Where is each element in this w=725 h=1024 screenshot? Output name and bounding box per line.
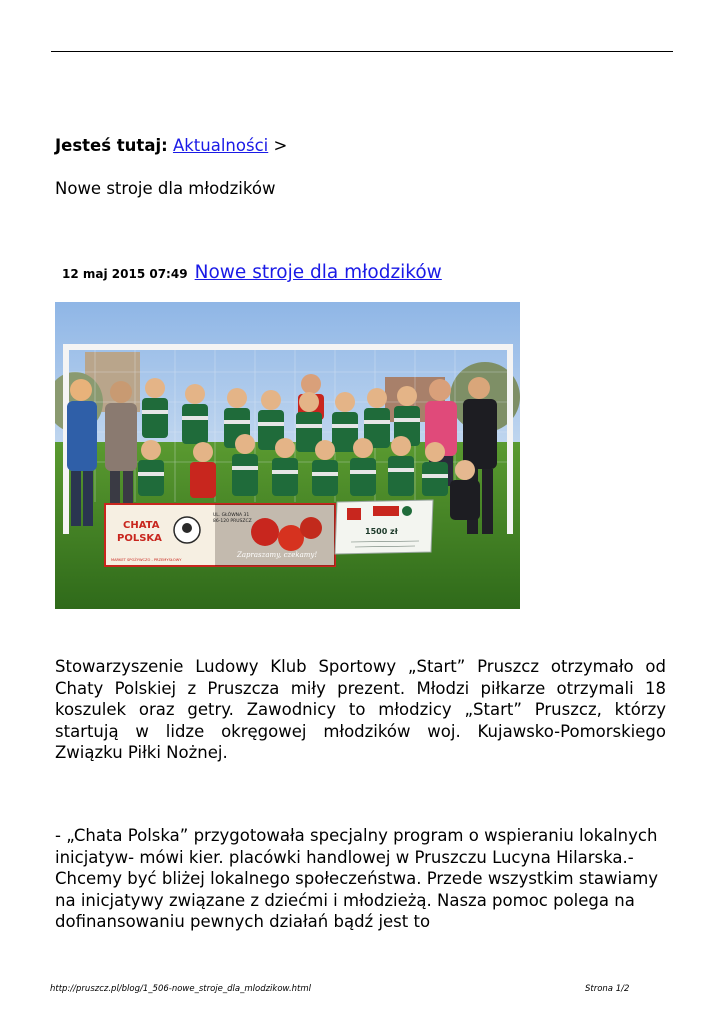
banner-address-line1: UL. GŁÓWNA 31 bbox=[213, 513, 250, 518]
banner-store-line: MARKET SPOŻYWCZO - PRZEMYSŁOWY bbox=[111, 558, 182, 562]
sponsor-banner bbox=[105, 504, 335, 566]
header-rule bbox=[51, 51, 673, 52]
page-title: Nowe stroje dla młodzików bbox=[55, 179, 276, 198]
article-paragraph-2: - „Chata Polska” przygotowała specjalny program o wspieraniu lokalnych inicjatyw- mówi kier. placówki handlowej w Pruszczu Lucyna Hilarska.-Chcemy być bliżej lokalnego społeczeństwa. Przede wszystkim stawiamy na inicjatywy związane z dziećmi i młodzieżą. Nasza pomoc polega na dofinansowaniu pewnych działań bądź jest to bbox=[55, 826, 659, 931]
article-paragraph-1: Stowarzyszenie Ludowy Klub Sportowy „Start” Pruszcz otrzymało od Chaty Polskiej z Pruszcza miły prezent. Młodzi piłkarze otrzymali 18 koszulek oraz getry. Zawodnicy to młodzicy „Start” Pruszcz, którzy startują w lidze okręgowej młodzików woj. Kujawsko-Pomorskiego Związku Piłki Nożnej. bbox=[55, 657, 666, 762]
breadcrumb-link-aktualnosci[interactable]: Aktualności bbox=[172, 136, 269, 155]
breadcrumb-separator: > bbox=[273, 136, 288, 155]
banner-brand-line2: POLSKA bbox=[117, 533, 162, 544]
goal-post-right bbox=[507, 344, 513, 534]
cheque-amount: 1500 zł bbox=[365, 527, 398, 536]
banner-brand-line1: CHATA bbox=[123, 520, 160, 531]
article-header bbox=[62, 262, 442, 283]
footer-url: http://pruszcz.pl/blog/1_506-nowe_stroje_dla_mlodzikow.html bbox=[50, 984, 312, 994]
banner-slogan: Zapraszamy, czekamy! bbox=[237, 551, 318, 559]
article-photo bbox=[55, 302, 520, 609]
breadcrumb bbox=[55, 135, 287, 157]
article-title-link[interactable]: Nowe stroje dla młodzików bbox=[194, 262, 442, 283]
breadcrumb-label: Jesteś tutaj: bbox=[55, 136, 168, 155]
banner-address-line2: 86-120 PRUSZCZ bbox=[213, 519, 252, 524]
article-date: 12 maj 2015 07:49 bbox=[62, 267, 188, 281]
cheque-board bbox=[335, 500, 433, 554]
footer-page-number: Strona 1/2 bbox=[585, 984, 630, 994]
goal-crossbar bbox=[63, 344, 511, 350]
